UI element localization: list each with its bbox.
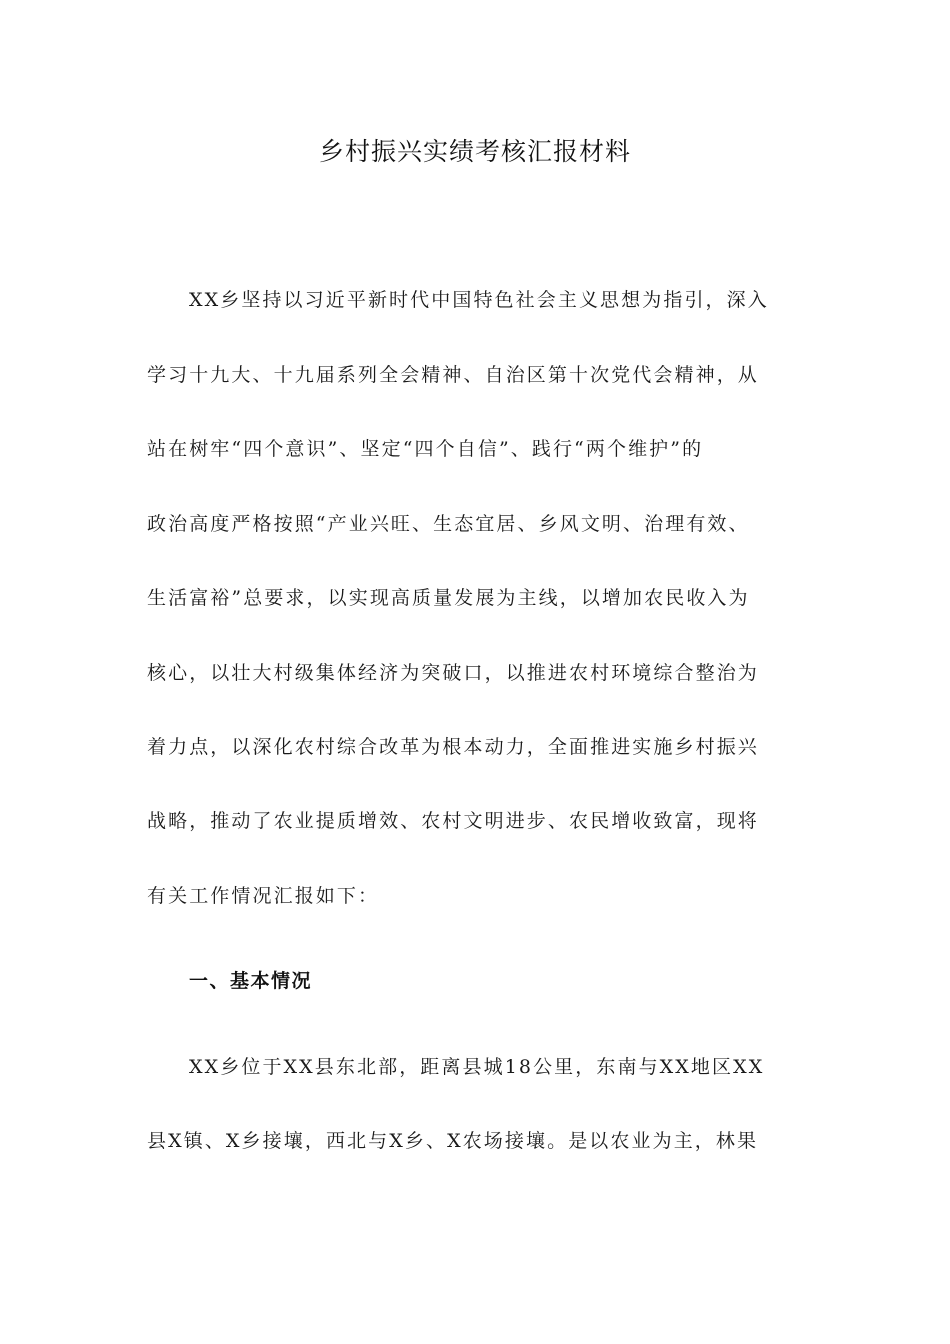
- paragraph-line: 站在树牢“四个意识”、坚定“四个自信”、践行“两个维护”的: [147, 438, 704, 460]
- paragraph-line: 生活富裕”总要求，以实现高质量发展为主线，以增加农民收入为: [147, 587, 750, 609]
- paragraph-line: XX乡坚持以习近平新时代中国特色社会主义思想为指引，深入: [189, 289, 769, 311]
- paragraph-line: XX乡位于XX县东北部，距离县城18公里，东南与XX地区XX: [189, 1056, 765, 1078]
- paragraph-line: 有关工作情况汇报如下：: [147, 885, 380, 907]
- paragraph-line: 战略，推动了农业提质增效、农村文明进步、农民增收致富，现将: [147, 810, 759, 832]
- paragraph-line: 县X镇、X乡接壤，西北与X乡、X农场接壤。是以农业为主，林果: [147, 1130, 759, 1152]
- document-title: 乡村振兴实绩考核汇报材料: [318, 137, 631, 166]
- paragraph-line: 核心，以壮大村级集体经济为突破口，以推进农村环境综合整治为: [147, 662, 759, 684]
- section-heading-basic-info: 一、基本情况: [189, 970, 313, 992]
- paragraph-line: 学习十九大、十九届系列全会精神、自治区第十次党代会精神，从: [147, 364, 759, 386]
- paragraph-line: 着力点，以深化农村综合改革为根本动力，全面推进实施乡村振兴: [147, 736, 759, 758]
- paragraph-line: 政治高度严格按照“产业兴旺、生态宜居、乡风文明、治理有效、: [147, 513, 750, 535]
